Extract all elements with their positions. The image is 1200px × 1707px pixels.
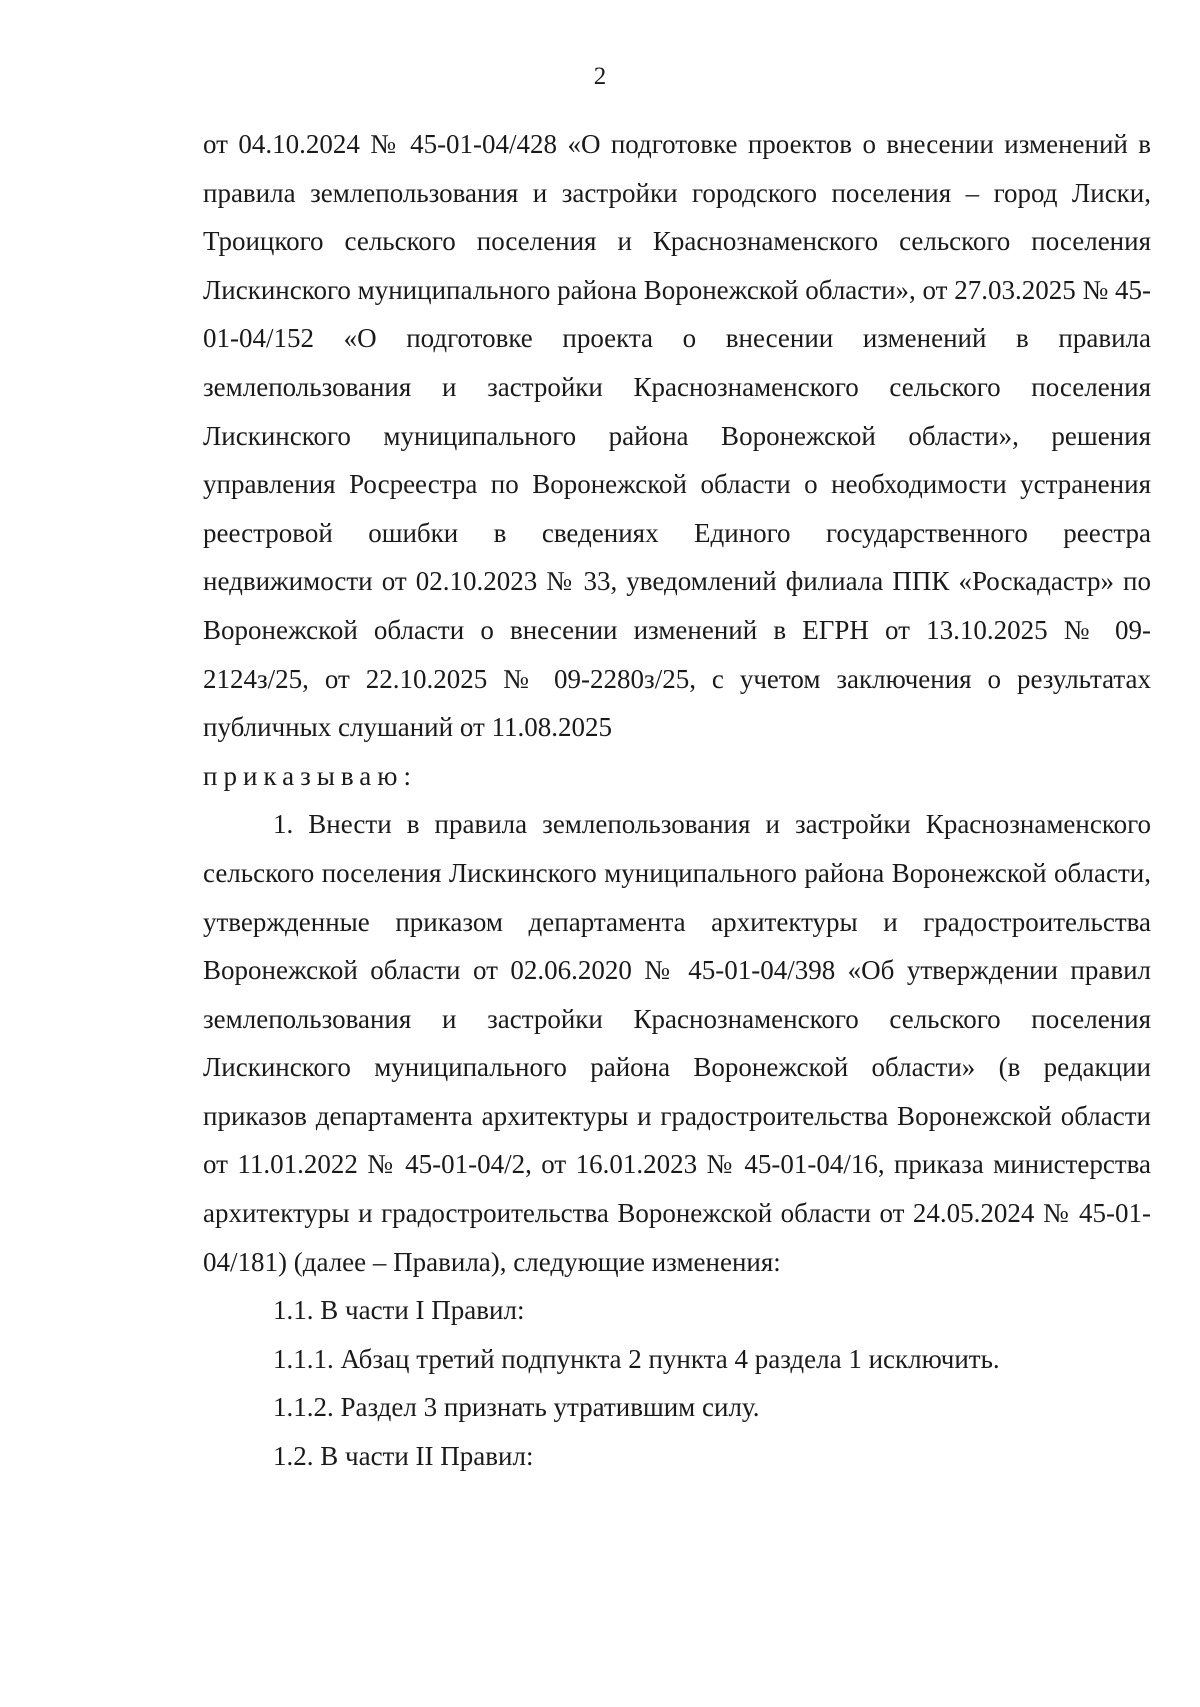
order-word: приказываю: xyxy=(203,760,417,791)
page-number: 2 xyxy=(593,63,607,90)
item-1-2: 1.2. В части II Правил: xyxy=(273,1441,534,1472)
item-1-1: 1.1. В части I Правил: xyxy=(273,1295,525,1326)
item-1-1-2: 1.1.2. Раздел 3 признать утратившим силу. xyxy=(273,1392,760,1423)
intro-paragraph: от 04.10.2024 № 45-01-04/428 «О подготовке проектов о внесении изменений в правила землепользования и застройки городского поселения – город Лиски, Троицкого сельского поселения и Краснознаменского сельского поселения Лискинского муниципального района Воронежской области», от 27.03.2025 № 45-01-04/152 «О подготовке проекта о внесении изменений в правила землепользования и застройки Краснознаменского сельского поселения Лискинского муниципального района Воронежской области», решения управления Росреестра по Воронежской области о необходимости устранения реестровой ошибки в сведениях Единого государственного реестра недвижимости от 02.10.2023 № 33, уведомлений филиала ППК «Роскадастр» по Воронежской области о внесении изменений в ЕГРН от 13.10.2025 № 09-2124з/25, от 22.10.2025 № 09-2280з/25, с учетом заключения о результатах публичных слушаний от 11.08.2025 xyxy=(203,129,1151,743)
item-1-paragraph: 1. Внести в правила землепользования и застройки Краснознаменского сельского поселения Лискинского муниципального района Воронежской области, утвержденные приказом департамента архитектуры и градостроительства Воронежской области от 02.06.2020 № 45-01-04/398 «Об утверждении правил землепользования и застройки Краснознаменского сельского поселения Лискинского муниципального района Воронежской области» (в редакции приказов департамента архитектуры и градостроительства Воронежской области от 11.01.2022 № 45-01-04/2, от 16.01.2023 № 45-01-04/16, приказа министерства архитектуры и градостроительства Воронежской области от 24.05.2024 № 45-01-04/181) (далее – Правила), следующие изменения: xyxy=(203,809,1151,1277)
item-1-1-1: 1.1.1. Абзац третий подпункта 2 пункта 4 раздела 1 исключить. xyxy=(273,1343,1000,1374)
document-body xyxy=(203,120,1151,1481)
